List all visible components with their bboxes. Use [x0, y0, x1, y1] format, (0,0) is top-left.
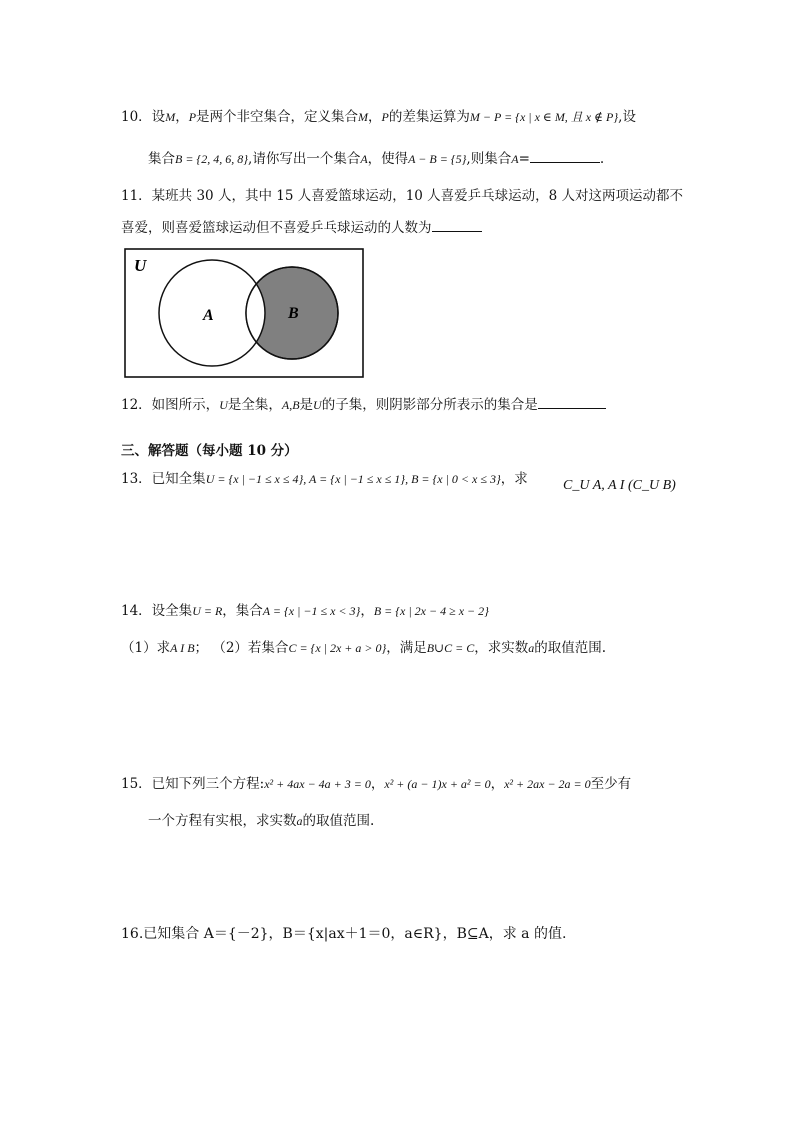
- section-title: 三、解答题（每小题 10 分）: [121, 443, 298, 459]
- answer-blank: [530, 149, 600, 163]
- q14-text: （1）求: [121, 640, 171, 656]
- q12-text: 是: [299, 397, 314, 413]
- q16-line: 16.已知集合 A＝{－2}，B＝{x|ax＋1＝0，a∈R}，B⊆A，求 a 的值.: [121, 926, 567, 942]
- q13-text: ，求: [500, 471, 528, 487]
- q10-text: .: [599, 151, 605, 167]
- q10-line1: [121, 108, 636, 126]
- q10-text: 10．设: [121, 109, 166, 125]
- q10-text: 是两个非空集合，定义集合: [196, 109, 359, 125]
- q10-math: B = {2, 4, 6, 8}: [175, 152, 249, 166]
- set-b-label: B: [288, 305, 299, 322]
- q14-text: ，: [360, 603, 374, 619]
- q13-ask-expression: C_U A, A I (C_U B): [563, 478, 676, 493]
- q10-text: 集合: [148, 151, 175, 167]
- q10-text: ,设: [618, 109, 636, 125]
- q12-text: 是全集，: [227, 397, 282, 413]
- q10-text: ,请你写出一个集合: [248, 151, 361, 167]
- q11-line2: [121, 218, 482, 237]
- set-a-label: A: [203, 307, 214, 324]
- q10-text: ，使得: [367, 151, 409, 167]
- q13-text: 13．已知全集: [121, 471, 206, 487]
- q14-math: B = {x | 2x − 4 ≥ x − 2}: [373, 604, 489, 618]
- q15-text: 一个方程有实根，求实数: [148, 813, 297, 829]
- q10-math: A − B = {5}: [408, 152, 467, 166]
- q15-line1: [121, 775, 631, 793]
- answer-blank: [538, 395, 606, 409]
- q11-line1: 11．某班共 30 人，其中 15 人喜爱篮球运动，10 人喜爱乒乓球运动，8 人对这两项运动都不: [121, 188, 684, 204]
- q14-math: a: [528, 641, 535, 655]
- q14-math: A = {x | −1 ≤ x < 3}: [262, 604, 361, 618]
- q15-math: a: [296, 814, 303, 828]
- q15-text: 的取值范围.: [302, 813, 375, 829]
- q13-math: U = {x | −1 ≤ x ≤ 4}, A = {x | −1 ≤ x ≤ 1}, B = {x | 0 < x ≤ 3}: [205, 472, 501, 486]
- q12-text: 的子集，则阴影部分所表示的集合是: [321, 397, 538, 413]
- q10-math: M: [165, 110, 176, 124]
- venn-diagram: [124, 248, 366, 379]
- q10-text: 的差集运算为: [388, 109, 470, 125]
- universe-label: U: [134, 256, 147, 275]
- q15-line2: [148, 812, 374, 830]
- q10-text: =: [518, 151, 530, 167]
- q10-math: P: [188, 110, 197, 124]
- q10-math: A: [360, 152, 368, 166]
- q10-line2: [148, 149, 604, 168]
- q15-text: 至少有: [590, 776, 632, 792]
- q15-math: x² + (a − 1)x + a² = 0: [384, 777, 491, 791]
- q15-math: x² + 2ax − 2a = 0: [504, 777, 591, 791]
- q10-math-difference: M − P = {x | x ∈ M, 且 x ∉ P}: [469, 110, 619, 124]
- q14-text: 的取值范围.: [534, 640, 607, 656]
- q12-text: 12．如图所示，: [121, 397, 220, 413]
- q10-text: ,则集合: [466, 151, 512, 167]
- q12-math: U: [313, 398, 322, 412]
- q12-math: A,B: [281, 398, 300, 412]
- q10-text: ，: [368, 109, 382, 125]
- q15-text: ，: [490, 776, 505, 792]
- q14-text: ，集合: [222, 603, 263, 619]
- q10-math: P: [381, 110, 389, 124]
- q14-line1: [121, 602, 489, 620]
- q14-line2: [121, 639, 606, 657]
- q14-math: A I B: [170, 641, 195, 655]
- q10-math: A: [511, 152, 519, 166]
- q14-math: C = {x | 2x + a > 0}: [288, 641, 387, 655]
- q12-line: [121, 395, 606, 414]
- q14-text: ，求实数: [474, 640, 529, 656]
- q15-math: x² + 4ax − 4a + 3 = 0: [264, 777, 371, 791]
- q11-text: 喜爱，则喜爱篮球运动但不喜爱乒乓球运动的人数为: [121, 220, 432, 236]
- answer-blank: [432, 218, 482, 232]
- q13-line: [121, 470, 528, 488]
- q14-math: U = R: [192, 604, 223, 618]
- q15-text: ，: [370, 776, 385, 792]
- q14-text: ； （2）若集合: [194, 640, 289, 656]
- q12-math: U: [219, 398, 228, 412]
- q14-text: 14．设全集: [121, 603, 193, 619]
- q10-text: ，: [175, 109, 189, 125]
- q14-text: ，满足: [386, 640, 427, 656]
- q10-math: M: [358, 110, 369, 124]
- q15-text: 15．已知下列三个方程:: [121, 776, 265, 792]
- q14-math: B∪C = C: [426, 641, 475, 655]
